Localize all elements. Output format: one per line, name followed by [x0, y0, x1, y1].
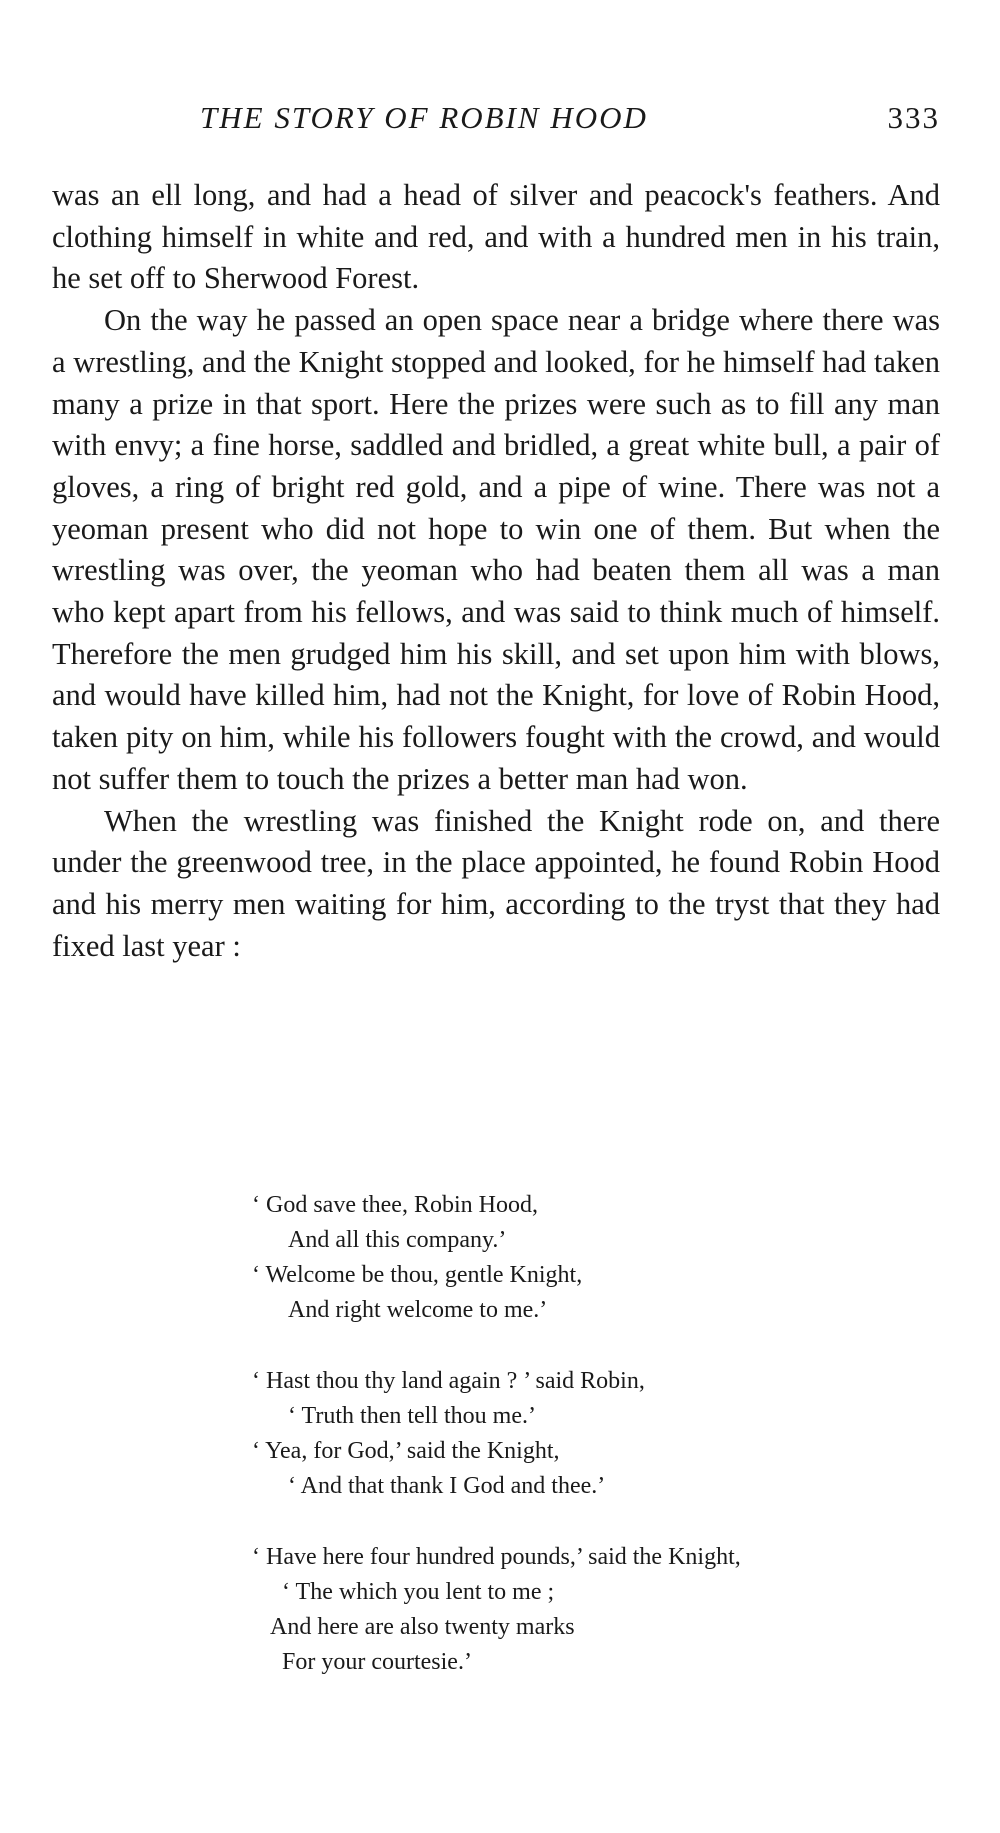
verse-line: And all this company.’	[288, 1227, 507, 1253]
verse-line: ‘ Have here four hundred pounds,’ said the Knight,	[252, 1544, 741, 1570]
page-number: 333	[887, 100, 940, 135]
verse-block	[252, 1188, 932, 1716]
verse-stanza	[252, 1540, 932, 1680]
verse-line: ‘ And that thank I God and thee.’	[288, 1473, 606, 1499]
running-title: THE STORY OF ROBIN HOOD	[200, 100, 648, 135]
paragraph-wrestling: On the way he passed an open space near a bridge where there was a wrestling, and the Knight stopped and looked, for he himself had taken many a prize in that sport. Here the prizes were such as to fill any man with envy; a fine horse, saddled and bridled, a great white bull, a pair of gloves, a ring of bright red gold, and a pipe of wine. There was not a yeoman present who did not hope to win one of them. But when the wrestling was over, the yeoman who had beaten them all was a man who kept apart from his fellows, and was said to think much of himself. Therefore the men grudged him his skill, and set upon him with blows, and would have killed him, had not the Knight, for love of Robin Hood, taken pity on him, while his followers fought with the crowd, and would not suffer them to touch the prizes a better man had won.	[52, 303, 940, 796]
verse-line: For your courtesie.’	[282, 1649, 472, 1675]
verse-line: And here are also twenty marks	[270, 1614, 575, 1640]
verse-line: ‘ Yea, for God,’ said the Knight,	[252, 1438, 560, 1464]
verse-line: ‘ The which you lent to me ;	[282, 1579, 555, 1605]
paragraph-greenwood: When the wrestling was finished the Knight rode on, and there under the greenwood tree, in the place appointed, he found Robin Hood and his merry men waiting for him, according to the tryst that they had fixed last year :	[52, 803, 940, 963]
verse-line: ‘ Truth then tell thou me.’	[288, 1403, 536, 1429]
verse-line: ‘ Hast thou thy land again ? ’ said Robin,	[252, 1368, 645, 1394]
verse-line: ‘ God save thee, Robin Hood,	[252, 1192, 538, 1218]
verse-stanza	[252, 1188, 932, 1328]
verse-line: And right welcome to me.’	[288, 1297, 548, 1323]
verse-line: ‘ Welcome be thou, gentle Knight,	[252, 1262, 583, 1288]
paragraph-continuation: was an ell long, and had a head of silver and peacock's feathers. And clothing himself in white and red, and with a hundred men in his train, he set off to Sherwood Forest.	[52, 178, 940, 296]
verse-stanza	[252, 1364, 932, 1504]
prose-body	[52, 175, 940, 967]
running-head	[52, 100, 940, 140]
